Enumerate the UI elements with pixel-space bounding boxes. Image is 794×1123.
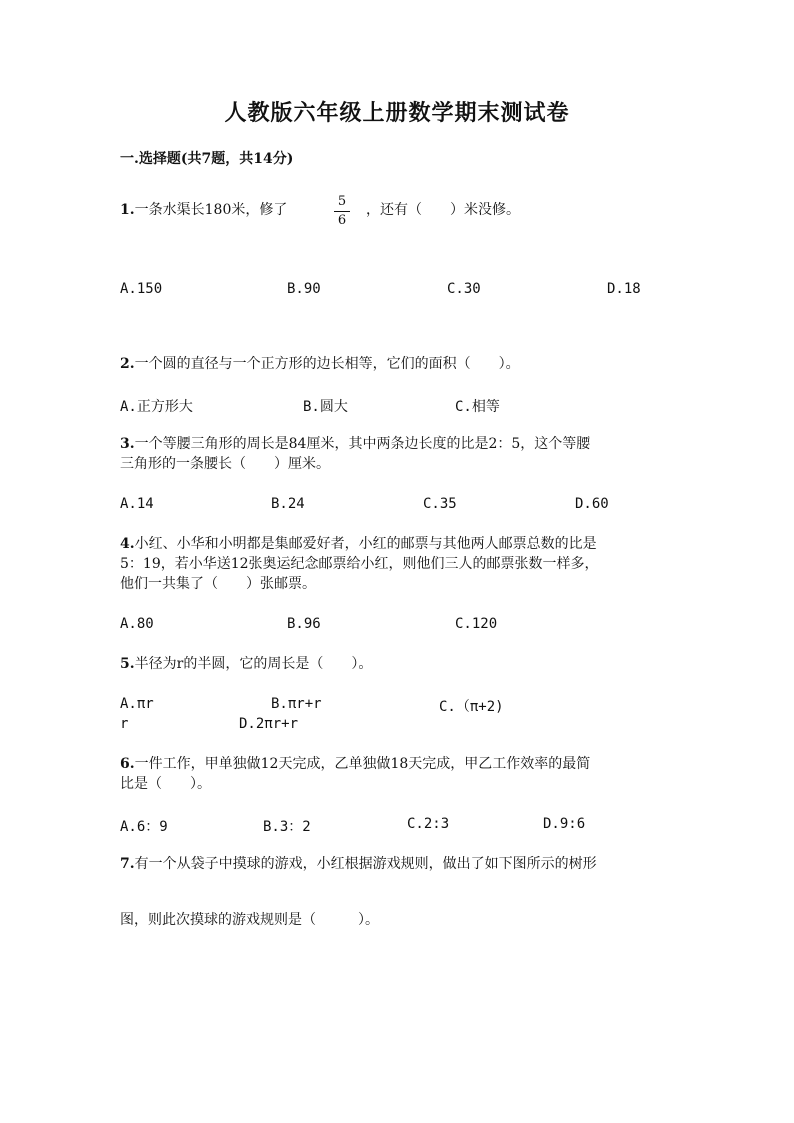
question-number: 6.	[120, 756, 135, 772]
option-d: D.18	[607, 281, 641, 297]
question-5	[120, 654, 372, 674]
question-2	[120, 354, 520, 374]
option-a: A.80	[120, 616, 154, 632]
option-c: C.（π+2)	[439, 699, 504, 715]
option-c: C.2:3	[407, 816, 450, 832]
question-text: 半径为r的半圆，它的周长是（ ）。	[134, 656, 373, 672]
option-b: B.96	[287, 616, 321, 632]
question-number: 3.	[120, 436, 135, 452]
question-4	[120, 534, 599, 594]
option-a: A.14	[120, 496, 154, 512]
option-b: B.圆大	[303, 399, 348, 415]
page-title: 人教版六年级上册数学期末测试卷	[224, 100, 570, 126]
option-c: C.35	[423, 496, 457, 512]
question-number: 2.	[120, 356, 135, 372]
question-text: 小红、小华和小明都是集邮爱好者，小红的邮票与其他两人邮票总数的比是	[134, 536, 597, 552]
fraction-numerator: 5	[337, 194, 347, 209]
option-c: C.120	[455, 616, 498, 632]
option-c: C.相等	[455, 399, 500, 415]
fraction-denominator: 6	[337, 213, 347, 228]
question-text: 一件工作，甲单独做12天完成，乙单独做18天完成，甲乙工作效率的最简	[134, 756, 591, 772]
option-c-continued: r	[120, 716, 129, 732]
question-text-line2: 图，则此次摸球的游戏规则是（ ）。	[120, 912, 379, 928]
question-1	[120, 200, 287, 220]
option-b: B.πr+r	[271, 696, 322, 712]
question-text: 一个等腰三角形的周长是84厘米，其中两条边长度的比是2：5，这个等腰	[134, 436, 591, 452]
question-text-line2: 5：19，若小华送12张奥运纪念邮票给小红，则他们三人的邮票张数一样多，	[120, 556, 599, 572]
option-d: D.60	[575, 496, 609, 512]
question-text-continued: ，还有（ ）米没修。	[366, 202, 520, 218]
question-number: 7.	[120, 856, 135, 872]
question-text-line3: 他们一共集了（ ）张邮票。	[120, 576, 316, 592]
option-d: D.2πr+r	[239, 716, 299, 732]
option-c: C.30	[447, 281, 481, 297]
option-b: B.3：2	[263, 819, 311, 835]
question-text: 一条水渠长180米，修了	[134, 202, 288, 218]
fraction-bar	[334, 211, 350, 212]
fraction	[334, 194, 350, 229]
option-a: A.πr	[120, 696, 154, 712]
question-text: 一个圆的直径与一个正方形的边长相等，它们的面积（ ）。	[134, 356, 520, 372]
question-number: 5.	[120, 656, 135, 672]
option-b: B.90	[287, 281, 321, 297]
question-number: 1.	[120, 202, 135, 218]
question-text-line2: 三角形的一条腰长（ ）厘米。	[120, 456, 330, 472]
option-b: B.24	[271, 496, 305, 512]
question-number: 4.	[120, 536, 135, 552]
option-a: A.150	[120, 281, 163, 297]
section-heading: 一.选择题(共7题，共14分)	[120, 151, 294, 167]
question-3	[120, 434, 590, 474]
question-6	[120, 754, 590, 794]
option-d: D.9:6	[543, 816, 586, 832]
question-7	[120, 854, 597, 874]
question-text: 有一个从袋子中摸球的游戏，小红根据游戏规则，做出了如下图所示的树形	[134, 856, 597, 872]
question-text-line2: 比是（ ）。	[120, 776, 211, 792]
option-a: A.正方形大	[120, 399, 193, 415]
option-a: A.6：9	[120, 819, 168, 835]
